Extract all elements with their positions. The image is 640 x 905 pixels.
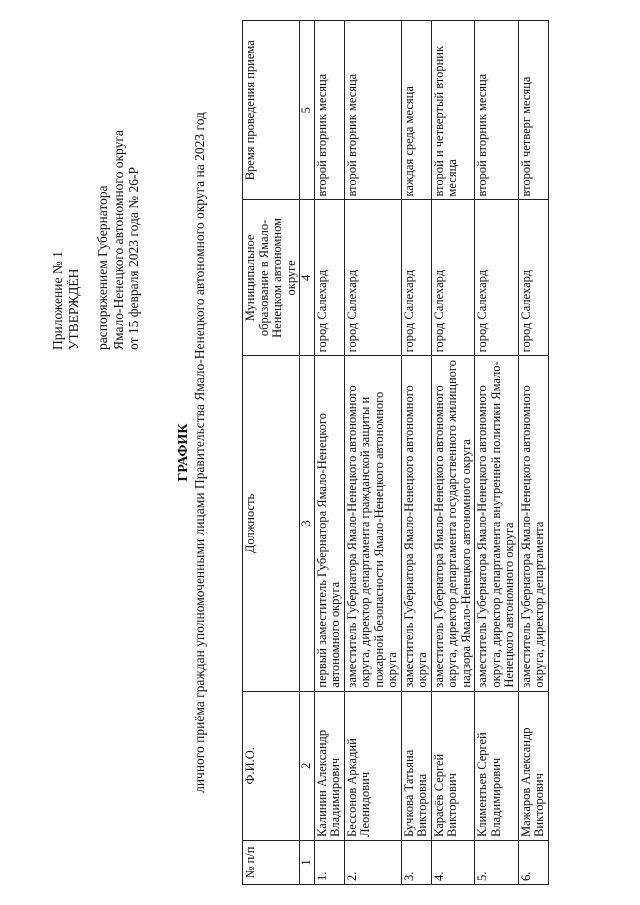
approved-label: УТВЕРЖДЁН [65,268,81,350]
person-position: заместитель Губернатора Ямало-Ненецкого автономного округа, директор департамента внутренней политики Ямало-Ненецкого автономного округа [475,356,519,691]
reception-time: второй вторник месяца [475,21,519,201]
table-row [401,21,431,885]
column-number: 5 [300,21,315,201]
header-municipality: Муниципальное образование в Ямало-Ненецком автономном округе [243,200,300,356]
municipality: город Салехард [401,200,431,356]
header-position: Должность [243,356,300,691]
header-time: Время проведения приема [243,21,300,201]
reception-time: второй четверг месяца [518,21,548,201]
header-name: Ф.И.О. [243,691,300,840]
document-title: ГРАФИК [176,423,191,482]
row-number: 4. [431,840,475,884]
approved-by-line: распоряжением Губернатора [95,185,110,350]
approval-date: от 15 февраля 2023 года № 26-Р [126,167,141,350]
table-row [475,21,519,885]
municipality: город Салехард [518,200,548,356]
person-position: заместитель Губернатора Ямало-Ненецкого автономного округа, директор департамента государственного жилищного надзора Ямало-Ненецкого автономного округа [431,356,475,691]
table-row [314,21,344,885]
column-number: 4 [300,200,315,356]
column-number: 2 [300,691,315,840]
municipality: город Салехард [431,200,475,356]
person-position: заместитель Губернатора Ямало-Ненецкого автономного округа, директор департамента [518,356,548,691]
reception-time: второй вторник месяца [344,21,401,201]
table-row [344,21,401,885]
person-name: Мажаров Александр Викторович [518,691,548,840]
column-numbers-row [300,21,315,885]
appendix-number: Приложение № 1 [50,251,65,350]
approval-stamp [50,10,142,350]
header-number: № п/п [243,840,300,884]
document-subtitle: личного приёма граждан уполномоченными лицами Правительства Ямало-Ненецкого автономного округа на 2023 год [192,112,207,793]
row-number: 1. [314,840,344,884]
person-name: Калинин Александр Владимирович [314,691,344,840]
table-row [518,21,548,885]
row-number: 2. [344,840,401,884]
column-number: 3 [300,356,315,691]
reception-time: второй вторник месяца [314,21,344,201]
approved-by-region: Ямало-Ненецкого автономного округа [110,130,126,350]
person-name: Бучкова Татьяна Викторовна [401,691,431,840]
person-position: заместитель Губернатора Ямало-Ненецкого автономного округа [401,356,431,691]
row-number: 6. [518,840,548,884]
person-name: Бессонов Аркадий Леонидович [344,691,401,840]
schedule-table [242,20,549,885]
person-name: Климентьев Сергей Владимирович [475,691,519,840]
document-heading [176,20,208,885]
municipality: город Салехард [344,200,401,356]
person-position: заместитель Губернатора Ямало-Ненецкого автономного округа, директор департамента гражданской защиты и пожарной безопасности Ямало-Ненецкого автономного округа [344,356,401,691]
column-number: 1 [300,840,315,884]
table-row [431,21,475,885]
reception-time: второй и четвертый вторник месяца [431,21,475,201]
reception-time: каждая среда месяца [401,21,431,201]
person-name: Карасёв Сергей Викторович [431,691,475,840]
municipality: город Салехард [314,200,344,356]
row-number: 5. [475,840,519,884]
municipality: город Салехард [475,200,519,356]
person-position: первый заместитель Губернатора Ямало-Ненецкого автономного округа [314,356,344,691]
row-number: 3. [401,840,431,884]
table-header-row [243,21,300,885]
